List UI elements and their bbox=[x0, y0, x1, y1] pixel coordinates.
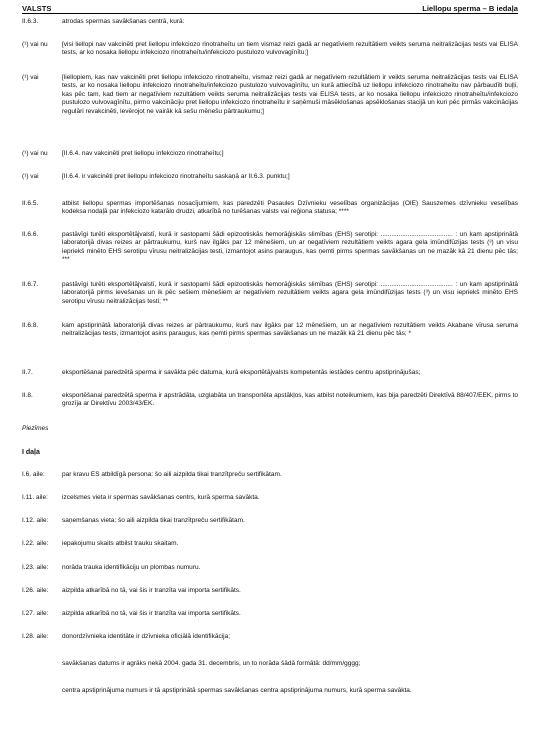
clause-text: [liellopiem, kas nav vakcinēti pret liellopu infekciozo rinotraheītu, vismaz reizi gadā ar negatīviem rezultātiem ir veikts seruma neitralizācijas tests vai ELISA tests, ar ko nosaka liellopu infekciozo rinotraheītu/infekciozo pustulozo vulvovagīnītu, un kurā attiecībā uz liellopu infekciozo rinotraheītu nav pārbaudīti buļļi, kas pēc tam, kad tiem ar negatīviem rezultātiem veikts seruma neitralizācijas tests vai ELISA tests, ar ko nosaka liellopu infekciozo rinotraheītu/infekciozo pustulozo vulvovagīnītu, pirmo vakcināciju pret liellopu infekciozo rinotraheītu ir saņēmuši māsēklošanas apsēklošanas stacijā un kuri pēc pirmās vakcinācijas regulāri revakcinēti, levērojot ne vairāk kā sešu mēnešu pārtraukumu;] bbox=[62, 74, 518, 115]
header-rule bbox=[22, 13, 518, 14]
notes-heading: Piezīmes bbox=[22, 425, 49, 432]
clause-label: (¹) vai bbox=[22, 173, 39, 180]
clause-text: eksportēšanai paredzētā sperma ir apstrādāta, uzglabāta un transportēta apstākļos, kas atbilst noteikumiem, kas bija paredzēti Direktīvā 88/407/EEK, pirms to grozīja ar Direktīvu 2003/43/EK. bbox=[62, 392, 518, 408]
clause-text: [II.6.4. nav vakcinēti pret liellopu infekciozo rinotraheītu;] bbox=[62, 150, 224, 157]
clause-text: eksportēšanai paredzētā sperma ir savākta pēc datuma, kurā eksportētājvalsts kompetentās iestādes centru apstiprinājušas; bbox=[62, 369, 421, 376]
note-label: I.22. aile: bbox=[22, 540, 49, 547]
clause-text: atrodas spermas savākšanas centrā, kurā: bbox=[62, 18, 185, 25]
clause-text: kam apstiprinātā laboratorijā divas reizes ar pārtraukumu, kurš nav ilgāks par 12 mēnešiem, un ar negatīviem rezultātiem veikts Akabane vīrusa seruma neitralizācijas tests, izmantojot asins paraugus, kas ņemti pirms spermas savākšanas un ne mazāk kā 21 dienu pēc tās; * bbox=[62, 322, 518, 338]
document-body bbox=[22, 15, 518, 733]
clause-label: II.6.6. bbox=[22, 231, 39, 238]
note-text: aizpilda atkarībā no tā, vai šis ir tranzīta vai importa sertifikāts. bbox=[62, 610, 241, 617]
header-country: VALSTS bbox=[22, 4, 52, 13]
note-text: aizpilda atkarībā no tā, vai šis ir tranzīta vai importa sertifikāts. bbox=[62, 587, 241, 594]
note-text: izcelsmes vieta ir spermas savākšanas centrs, kurā sperma savākta. bbox=[62, 494, 260, 501]
sub-note-text: savākšanas datums ir agrāks nekā 2004. gada 31. decembris, un to norāda šādā formātā: dd/mm/gggg; bbox=[62, 660, 361, 667]
clause-label: II.7. bbox=[22, 369, 33, 376]
clause-text: [visi liellopi nav vakcinēti pret liellopu infekciozo rinotraheītu un tiem vismaz reizi gadā ar negatīviem rezultātiem veikts seruma neitralizācijas tests vai ELISA tests, ar ko nosaka liellopu infekciozo rinotraheītu/infekciozo pustulozo vulvovagīnītu;] bbox=[62, 41, 518, 57]
note-label: I.6. aile: bbox=[22, 471, 45, 478]
note-text: iepakojumu skaits atbilst trauku skaitam. bbox=[62, 540, 179, 547]
clause-label: II.6.5. bbox=[22, 200, 39, 207]
note-label: I.27. aile: bbox=[22, 610, 49, 617]
sub-note-text: centra apstiprinājuma numurs ir tā apstiprinātā spermas savākšanas centra apstiprinājuma numurs, kurā sperma savākta. bbox=[62, 687, 412, 694]
note-label: I.26. aile: bbox=[22, 587, 49, 594]
clause-label: II.6.7. bbox=[22, 281, 39, 288]
note-label: I.11. aile: bbox=[22, 494, 48, 501]
note-text: norāda trauka identifikāciju un plombas numuru. bbox=[62, 564, 201, 571]
clause-label: II.6.3. bbox=[22, 18, 39, 25]
clause-text: pastāvīgi turēti eksportētājvalstī, kurā ir sastopami šādi epizootiskās hemorāģiskās slimības (EHS) serotipi: ........................................ : un kam apstiprinātā laboratorijā divas reizes ar pārtraukumu, kurš nav ilgāks par 12 mēnešiem, un ar negatīviem rezultātiem veikts agara gela imūndifūzijas tests (³) un visu iepriekš minēto EHS serotipu vīrusu neitralizācijas testi, izmantojot asins paraugus, kas ņemti pirms spermas savākšanas un ne mazāk kā 21 dienu pēc tās; *** bbox=[62, 231, 518, 264]
note-text: par kravu ES atbildīgā persona: šo aili aizpilda tikai tranzītpreču sertifikātam. bbox=[62, 471, 282, 478]
clause-text: atbilst liellopu spermas importēšanas nosacījumiem, kas paredzēti Pasaules Dzīvnieku veselības organizācijas (OIE) Sauszemes dzīvnieku veselības kodeksa nodaļā par infekciozo katarālo drudzi, atkarībā no turēšanas valsts vai reģiona statusa; **** bbox=[62, 200, 518, 216]
clause-label: (¹) vai nu bbox=[22, 41, 48, 48]
clause-text: pastāvīgi turēti eksportētājvalstī, kurā ir sastopami šādi epizootiskās hemorāģiskās slimības (EHS) serotipi: ........................................ : un kam apstiprinātā laboratorijā pirms ievešanas un ik pēc sešiem mēnešiem ar negatīviem rezultātiem veikts agara gela imūndifūzijas tests (³) un visu iepriekš minēto EHS serotipu vīrusu neitralizācijas testi; ** bbox=[62, 281, 518, 305]
note-label: I.23. aile: bbox=[22, 564, 49, 571]
clause-label: II.6.8. bbox=[22, 322, 39, 329]
part-heading: I daļa bbox=[22, 449, 40, 456]
clause-label: II.8. bbox=[22, 392, 33, 399]
note-text: donordzīvnieka identitāte ir dzīvnieka oficiālā identifikācija; bbox=[62, 633, 231, 640]
clause-text: [II.6.4. ir vakcinēti pret liellopu infekciozo rinotraheītu saskaņā ar II.6.3. punktu;] bbox=[62, 173, 290, 180]
header-section: Liellopu sperma – B iedaļa bbox=[422, 4, 518, 13]
note-text: saņemšanas vieta: šo aili aizpilda tikai tranzītpreču sertifikātam. bbox=[62, 517, 245, 524]
clause-label: (¹) vai bbox=[22, 74, 39, 81]
note-label: I.28. aile: bbox=[22, 633, 49, 640]
clause-label: (¹) vai nu bbox=[22, 150, 48, 157]
note-label: I.12. aile: bbox=[22, 517, 49, 524]
